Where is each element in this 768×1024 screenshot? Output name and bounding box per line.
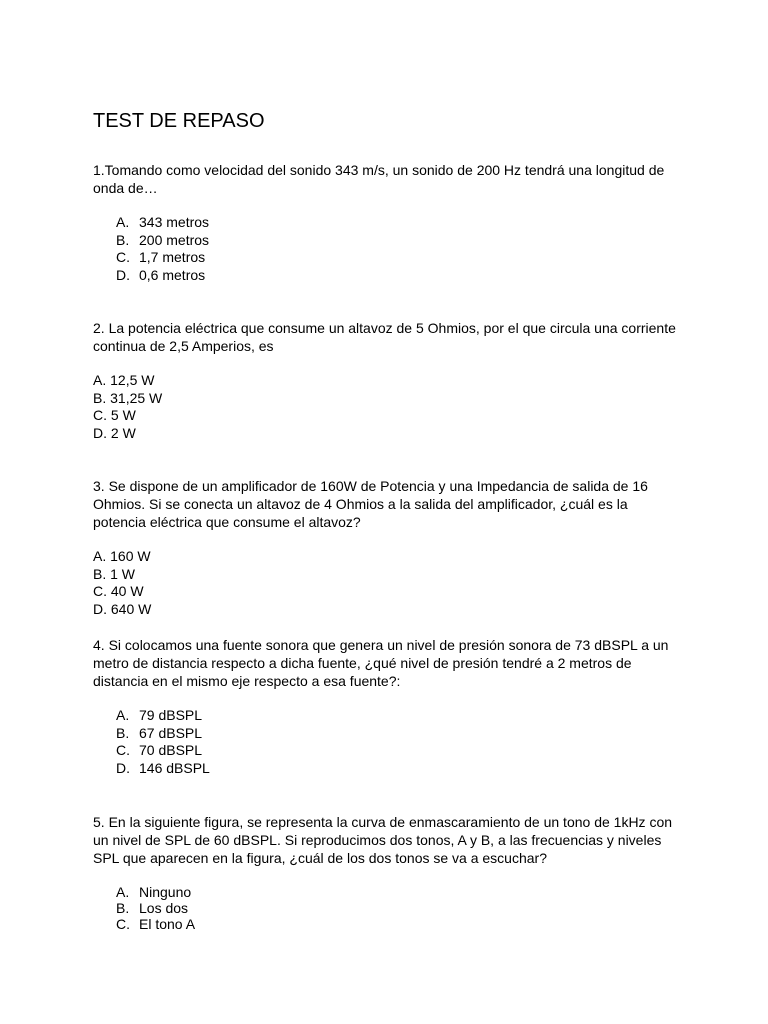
question-5-text: 5. En la siguiente figura, se representa la curva de enmascaramiento de un tono de 1kHz con un nivel de SPL de 60 dBSPL. Si reproducimos dos tonos, A y B, a las frecuencias y niveles SPL que aparecen en la figura, ¿cuál de los dos tonos se va a escuchar?	[93, 814, 673, 866]
option-text: 146 dBSPL	[139, 759, 210, 776]
question-4-text: 4. Si colocamos una fuente sonora que genera un nivel de presión sonora de 73 dBSPL a un metro de distancia respecto a dicha fuente, ¿qué nivel de presión tendré a 2 metros de distancia en el mismo eje respecto a esa fuente?:	[93, 637, 669, 689]
question-3	[93, 477, 683, 618]
option-letter: A.	[116, 884, 130, 900]
option-item	[93, 916, 683, 932]
option-text: Ninguno	[139, 884, 192, 900]
document-page	[93, 108, 683, 932]
question-3-text: 3. Se dispone de un amplificador de 160W de Potencia y una Impedancia de salida de 16 Ohmios. Si se conecta un altavoz de 4 Ohmios a la salida del amplificador, ¿cuál es la potencia eléctrica que consume el altavoz?	[93, 478, 648, 530]
question-1-options	[93, 214, 683, 284]
question-5	[93, 813, 683, 932]
option-letter: C.	[116, 916, 130, 932]
question-3-options	[93, 548, 683, 618]
option-item: B. 31,25 W	[93, 389, 163, 406]
option-letter: C.	[116, 742, 130, 758]
option-text: Los dos	[139, 900, 189, 916]
option-item: C. 5 W	[93, 407, 136, 423]
option-item	[93, 884, 683, 900]
option-text: 67 dBSPL	[139, 724, 203, 741]
option-item	[93, 707, 683, 725]
question-2-options	[93, 372, 683, 442]
option-item	[93, 267, 683, 285]
option-item	[93, 232, 683, 250]
option-item	[93, 742, 683, 760]
option-letter: D.	[116, 266, 130, 283]
option-letter: D.	[116, 759, 130, 776]
option-item	[93, 900, 683, 916]
option-letter: A.	[116, 214, 130, 230]
option-text: 70 dBSPL	[139, 742, 203, 758]
option-letter: B.	[116, 900, 130, 916]
option-text: 79 dBSPL	[139, 707, 203, 723]
question-1	[93, 161, 683, 284]
option-item	[93, 760, 683, 778]
page-title: TEST DE REPASO	[93, 110, 265, 132]
question-2	[93, 319, 683, 442]
option-item	[93, 725, 683, 743]
question-2-text: 2. La potencia eléctrica que consume un altavoz de 5 Ohmios, por el que circula una corriente continua de 2,5 Amperios, es	[93, 320, 676, 354]
option-letter: B.	[116, 231, 130, 248]
option-item: B. 1 W	[93, 565, 136, 582]
option-item: D. 640 W	[93, 600, 152, 617]
option-letter: B.	[116, 724, 130, 741]
option-text: 1,7 metros	[139, 249, 206, 265]
option-item	[93, 214, 683, 232]
question-5-options	[93, 884, 683, 932]
question-4	[93, 636, 683, 777]
question-1-text: 1.Tomando como velocidad del sonido 343 m/s, un sonido de 200 Hz tendrá una longitud de onda de…	[93, 162, 665, 196]
option-item	[93, 249, 683, 267]
option-item: D. 2 W	[93, 424, 136, 441]
option-text: El tono A	[139, 916, 196, 932]
option-letter: C.	[116, 249, 130, 265]
option-letter: A.	[116, 707, 130, 723]
option-text: 200 metros	[139, 231, 210, 248]
question-4-options	[93, 707, 683, 777]
option-text: 0,6 metros	[139, 266, 206, 283]
option-text: 343 metros	[139, 214, 210, 230]
option-item: A. 160 W	[93, 548, 151, 564]
option-item: C. 40 W	[93, 583, 144, 599]
option-item: A. 12,5 W	[93, 372, 155, 388]
